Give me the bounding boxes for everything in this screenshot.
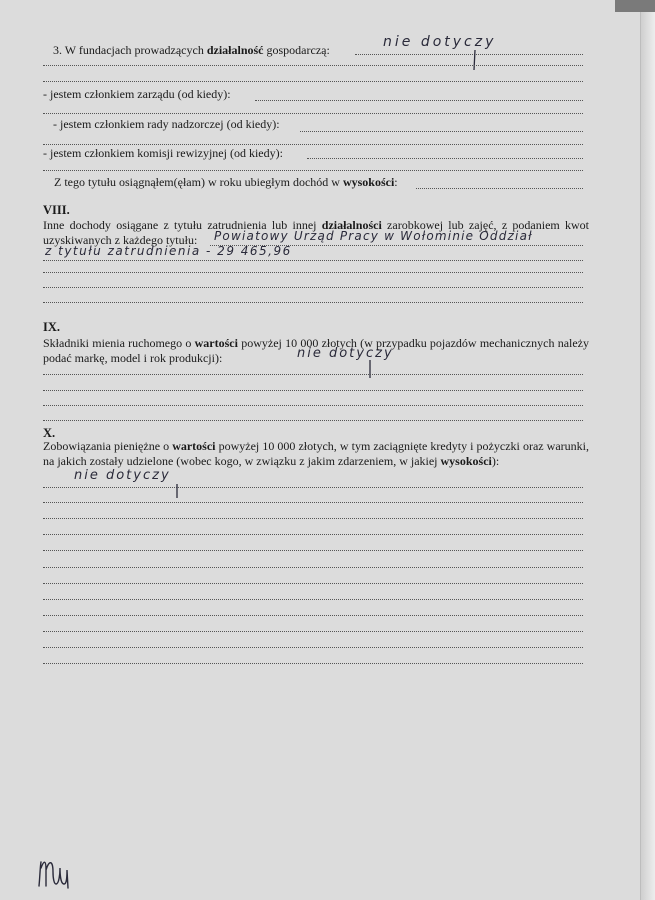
section-x-text: Zobowiązania pieniężne o wartości powyżej 10 000 złotych, w tym zaciągnięte kredyty i pożyczki oraz warunki, na jakich zostały udzielone (wobec kogo, w związku z jakim zdarzeniem, w jakiej wysokości): xyxy=(43,439,589,468)
board-member-label: - jestem członkiem zarządu (od kiedy): xyxy=(43,87,231,101)
section-viii-text: Inne dochody osiągane z tytułu zatrudnienia lub innej działalności zarobkowej lub zajęć, z podaniem kwot uzyskiwanych z każdego tytułu: xyxy=(43,218,590,247)
dotted-line xyxy=(43,516,583,519)
dotted-line xyxy=(43,300,583,303)
q3-question: 3. W fundacjach prowadzących działalność gospodarczą: xyxy=(53,43,330,57)
dotted-line xyxy=(43,418,583,421)
handwritten-stroke xyxy=(172,484,182,500)
dotted-line xyxy=(43,500,583,503)
dotted-line xyxy=(43,388,583,391)
dotted-line xyxy=(43,613,583,616)
dotted-line xyxy=(43,142,583,145)
income-label: Z tego tytułu osiągnąłem(ęłam) w roku ubiegłym dochód w wysokości: xyxy=(54,175,398,189)
supervisory-member-label: - jestem członkiem rady nadzorczej (od kiedy): xyxy=(53,117,280,131)
dotted-line xyxy=(43,581,583,584)
section-viii-heading: VIII. xyxy=(43,203,70,217)
dotted-line xyxy=(43,372,583,375)
audit-member-label: - jestem członkiem komisji rewizyjnej (od kiedy): xyxy=(43,146,283,160)
section-x-answer-line xyxy=(43,485,583,488)
page-edge xyxy=(640,0,655,900)
section-ix-heading: IX. xyxy=(43,320,61,334)
dotted-line xyxy=(43,661,583,664)
section-ix-answer: nie dotyczy xyxy=(297,346,394,361)
handwritten-stroke xyxy=(365,360,375,380)
q3-answer-line xyxy=(355,52,583,55)
dotted-line xyxy=(43,270,583,273)
initials-signature xyxy=(36,848,72,892)
section-viii-answer-2: z tytułu zatrudnienia - 29 465,96 xyxy=(45,244,292,258)
dotted-line xyxy=(43,597,583,600)
handwritten-stroke xyxy=(470,50,480,72)
section-x-heading: X. xyxy=(43,426,56,440)
dotted-line xyxy=(43,285,583,288)
dotted-line xyxy=(43,645,583,648)
dotted-line xyxy=(43,629,583,632)
section-ix-text: Składniki mienia ruchomego o wartości powyżej 10 000 złotych (w przypadku pojazdów mechanicznych należy podać markę, model i rok produkcji): xyxy=(43,336,590,365)
dotted-line xyxy=(43,403,583,406)
dotted-line xyxy=(43,548,583,551)
section-x-answer: nie dotyczy xyxy=(74,468,171,483)
dotted-line xyxy=(43,79,583,82)
dotted-line xyxy=(43,168,583,171)
section-viii-answer-line-2 xyxy=(43,258,583,261)
dotted-line xyxy=(43,532,583,535)
dotted-line xyxy=(43,63,583,66)
dotted-line xyxy=(43,565,583,568)
scan-corner xyxy=(615,0,655,12)
dotted-line xyxy=(43,111,583,114)
q3-answer: nie dotyczy xyxy=(383,34,497,50)
section-viii-answer-1: Powiatowy Urząd Pracy w Wołominie Oddział xyxy=(214,229,533,243)
